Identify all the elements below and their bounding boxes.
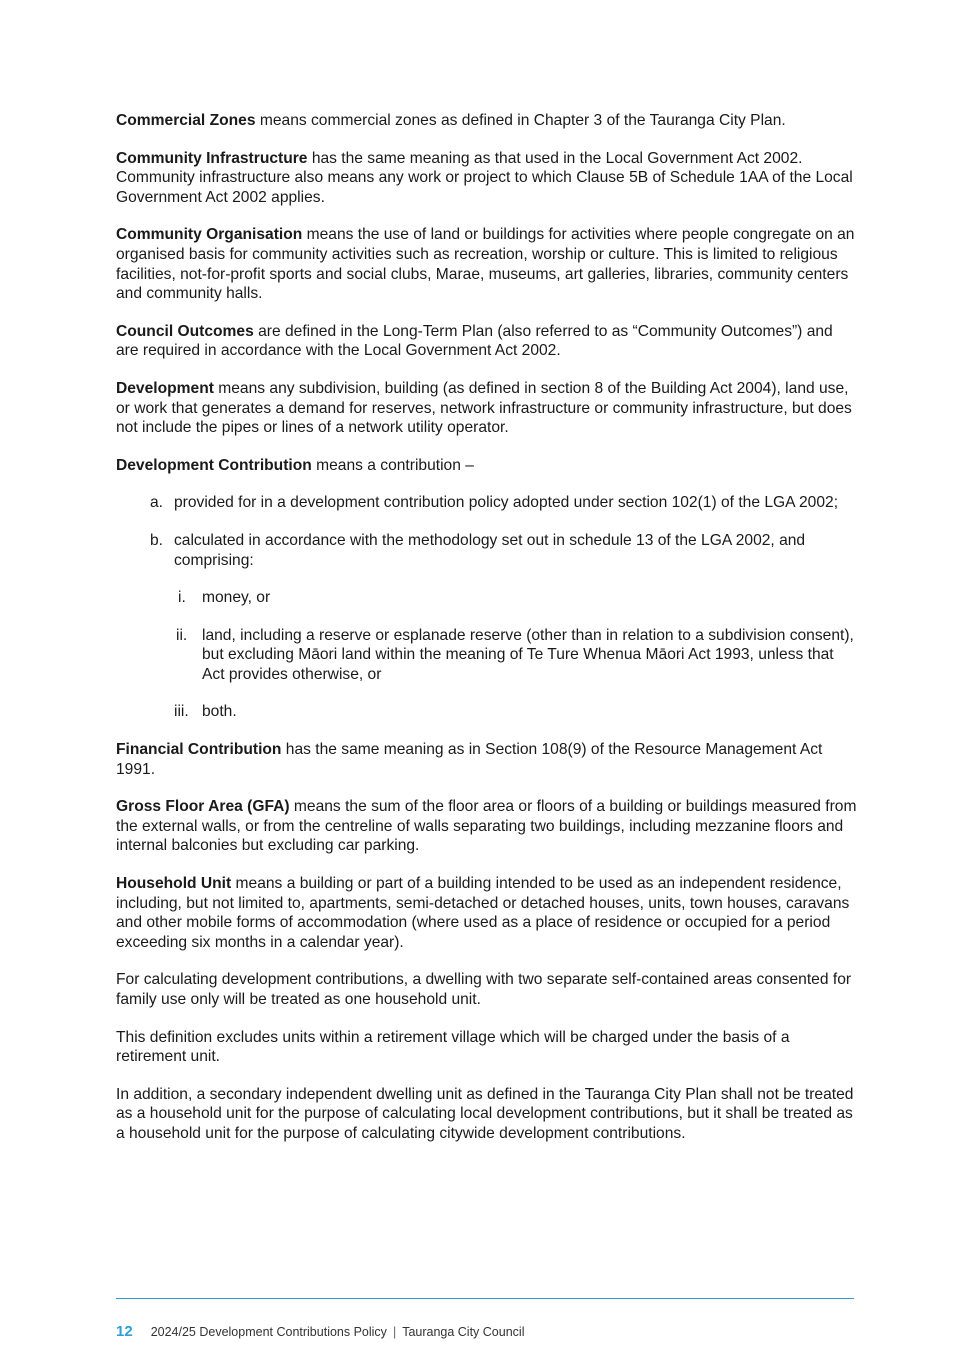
definition-text: means any subdivision, building (as defined in section 8 of the Building Act 2004), land use, or work that generates a demand for reserves, network infrastructure or community infrastructure, but does not include the pipes or lines of a network utility operator. <box>116 379 852 437</box>
sublist-item-text: land, including a reserve or esplanade reserve (other than in relation to a subdivision consent), but excluding Māori land within the meaning of Te Ture Whenua Māori Act 1993, unless that Act provides otherwise, or <box>202 626 854 683</box>
definition-financial-contribution <box>116 740 858 779</box>
definition-community-organisation <box>116 225 858 303</box>
definition-term: Household Unit <box>116 875 232 893</box>
definition-council-outcomes <box>116 322 858 361</box>
list-marker: a. <box>150 494 164 512</box>
paragraph-retirement-village: This definition excludes units within a retirement village which will be charged under the basis of a retirement unit. <box>116 1028 790 1066</box>
sublist-item-iii <box>174 702 858 722</box>
definition-term: Community Organisation <box>116 226 303 244</box>
page-footer <box>116 1323 524 1340</box>
development-contribution-list <box>116 493 858 722</box>
definition-term: Commercial Zones <box>116 112 256 129</box>
definition-text: means the sum of the floor area or floors of a building or buildings measured from the external walls, or from the centreline of walls separating two buildings, including mezzanine floors and internal balconies but excluding car parking. <box>116 798 857 855</box>
list-item-text: provided for in a development contribution policy adopted under section 102(1) of the LGA 2002; <box>174 494 839 512</box>
footer-doc-title: 2024/25 Development Contributions Policy <box>150 1325 387 1339</box>
definition-development-contribution <box>116 456 858 476</box>
definition-development <box>116 379 858 438</box>
definition-term: Council Outcomes <box>116 322 254 340</box>
definition-term: Development Contribution <box>116 456 312 474</box>
definition-household-unit <box>116 874 858 952</box>
definition-community-infrastructure <box>116 149 858 208</box>
sublist-item-ii <box>174 626 858 685</box>
list-marker: b. <box>150 531 164 549</box>
definition-term: Financial Contribution <box>116 741 282 759</box>
footer-separator: | <box>392 1325 397 1339</box>
sublist-marker: ii. <box>176 626 188 644</box>
definition-text: means the use of land or buildings for activities where people congregate on an organised basis for community activities such as recreation, worship or culture. This is limited to religious facilities, not-for-profit sports and social clubs, Marae, museums, art galleries, libraries, community centers and community halls. <box>116 226 855 303</box>
document-body <box>116 111 858 1162</box>
definition-gross-floor-area <box>116 797 858 856</box>
sublist-item-text: money, or <box>202 589 271 607</box>
paragraph-dwelling-two-areas: For calculating development contributions, a dwelling with two separate self-contained areas consented for family use only will be treated as one household unit. <box>116 971 852 1008</box>
definition-term: Community Infrastructure <box>116 149 308 167</box>
definition-commercial-zones <box>116 111 858 131</box>
definition-text: means a building or part of a building intended to be used as an independent residence, including, but not limited to, apartments, semi-detached or detached houses, units, town houses, caravans and other mobile forms of accommodation (where used as a place of residence or occupied for a period exceeding six months in a calendar year). <box>116 875 850 951</box>
footer-divider <box>116 1298 854 1299</box>
list-item-text: calculated in accordance with the methodology set out in schedule 13 of the LGA 2002, and comprising: <box>174 531 806 569</box>
sublist-item-i <box>174 588 858 608</box>
definition-text: means commercial zones as defined in Chapter 3 of the Tauranga City Plan. <box>255 112 786 129</box>
definition-text: means a contribution – <box>311 456 474 474</box>
definition-text: has the same meaning as in Section 108(9) of the Resource Management Act 1991. <box>116 741 823 778</box>
definition-text: are defined in the Long-Term Plan (also referred to as “Community Outcomes”) and are required in accordance with the Local Government Act 2002. <box>116 322 833 360</box>
page-number: 12 <box>116 1323 133 1340</box>
sublist-item-text: both. <box>202 703 237 721</box>
definition-term: Development <box>116 379 214 397</box>
definition-term: Gross Floor Area (GFA) <box>116 798 290 816</box>
footer-organisation: Tauranga City Council <box>402 1325 525 1339</box>
comprising-sublist <box>174 588 858 722</box>
sublist-marker: iii. <box>174 703 189 721</box>
list-item-a <box>116 493 858 513</box>
sublist-marker: i. <box>178 589 186 607</box>
list-item-b <box>116 531 858 722</box>
definition-text: has the same meaning as that used in the Local Government Act 2002. Community infrastructure also means any work or project to which Clause 5B of Schedule 1AA of the Local Government Act 2002 applies. <box>116 149 853 206</box>
paragraph-secondary-dwelling: In addition, a secondary independent dwelling unit as defined in the Tauranga City Plan shall not be treated as a household unit for the purpose of calculating local development contributions, but it shall be treated as a household unit for the purpose of calculating citywide development contributions. <box>116 1085 854 1142</box>
